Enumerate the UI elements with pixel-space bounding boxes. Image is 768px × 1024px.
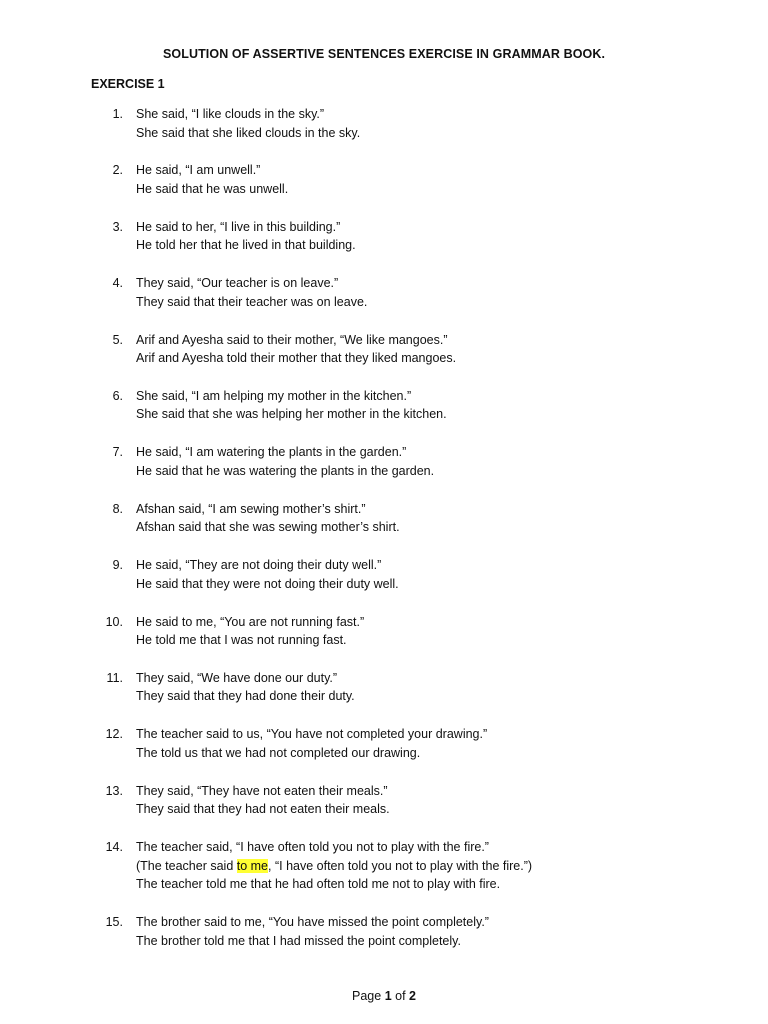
direct-speech: The brother said to me, “You have missed the point completely.”: [136, 915, 489, 930]
highlighted-text: to me: [236, 858, 269, 873]
list-item-3: [0, 218, 768, 274]
indirect-speech: He told me that I was not running fast.: [136, 633, 347, 648]
item-number: 4.: [112, 276, 123, 291]
indirect-speech: The told us that we had not completed our drawing.: [136, 745, 421, 760]
direct-speech: The teacher said, “I have often told you not to play with the fire.”: [136, 840, 489, 855]
item-number: 8.: [112, 501, 123, 516]
list-item-4: [0, 274, 768, 330]
list-item-6: [0, 387, 768, 443]
of-word: of: [395, 989, 406, 1003]
item-number: 14.: [105, 840, 123, 855]
exercise-list: [0, 105, 768, 969]
direct-speech: The teacher said to us, “You have not completed your drawing.”: [136, 727, 488, 742]
direct-speech: She said, “I like clouds in the sky.”: [136, 107, 325, 121]
item-number: 7.: [112, 445, 123, 460]
list-item-13: [0, 782, 768, 838]
direct-speech: They said, “They have not eaten their meals.”: [136, 783, 388, 798]
indirect-speech: She said that she liked clouds in the sky.: [136, 125, 361, 140]
current-page-number: 1: [384, 989, 392, 1003]
page-word: Page: [352, 989, 382, 1003]
note-suffix: , “I have often told you not to play with the fire.”): [268, 858, 533, 873]
item-number: 2.: [112, 163, 123, 178]
direct-speech: He said, “I am unwell.”: [136, 163, 261, 178]
item-number: 10.: [105, 614, 123, 629]
indirect-speech: He said that he was watering the plants in the garden.: [136, 463, 435, 478]
direct-speech: He said to me, “You are not running fast.”: [136, 614, 365, 629]
list-item-7: [0, 443, 768, 499]
indirect-speech: Arif and Ayesha told their mother that they liked mangoes.: [136, 351, 457, 366]
list-item-11: [0, 669, 768, 725]
list-item-2: [0, 161, 768, 217]
indirect-speech: He said that they were not doing their duty well.: [136, 576, 399, 591]
item-number: 9.: [112, 558, 123, 573]
list-item-15: [0, 913, 768, 969]
list-item-5: [0, 331, 768, 387]
list-item-14: [0, 838, 768, 913]
indirect-speech: They said that they had done their duty.: [136, 689, 355, 704]
item-number: 15.: [105, 915, 123, 930]
page-footer: [0, 989, 768, 1003]
indirect-speech: He said that he was unwell.: [136, 181, 289, 196]
indirect-speech: They said that they had not eaten their meals.: [136, 802, 390, 817]
exercise-heading: EXERCISE 1: [91, 77, 165, 91]
clarification-note: [136, 857, 746, 876]
list-item-12: [0, 725, 768, 781]
direct-speech: She said, “I am helping my mother in the kitchen.”: [136, 388, 412, 403]
direct-speech: He said, “I am watering the plants in the garden.”: [136, 445, 407, 460]
item-number: 13.: [105, 783, 123, 798]
note-prefix: (The teacher said: [136, 858, 237, 873]
list-item-1: [0, 105, 768, 161]
item-number: 11.: [106, 670, 123, 685]
indirect-speech: She said that she was helping her mother in the kitchen.: [136, 407, 447, 422]
indirect-speech: Afshan said that she was sewing mother’s shirt.: [136, 520, 400, 535]
item-number: 1.: [112, 107, 123, 121]
direct-speech: Afshan said, “I am sewing mother’s shirt.”: [136, 501, 366, 516]
item-number: 5.: [112, 332, 123, 347]
direct-speech: He said to her, “I live in this building.”: [136, 219, 341, 234]
direct-speech: They said, “We have done our duty.”: [136, 670, 338, 685]
indirect-speech: The teacher told me that he had often told me not to play with fire.: [136, 877, 501, 892]
item-number: 3.: [112, 219, 123, 234]
indirect-speech: They said that their teacher was on leave.: [136, 294, 368, 309]
indirect-speech: He told her that he lived in that building.: [136, 238, 356, 253]
direct-speech: He said, “They are not doing their duty well.”: [136, 558, 382, 573]
indirect-speech: The brother told me that I had missed the point completely.: [136, 933, 461, 948]
document-title: SOLUTION OF ASSERTIVE SENTENCES EXERCISE IN GRAMMAR BOOK.: [162, 47, 606, 61]
item-number: 12.: [105, 727, 123, 742]
list-item-8: [0, 500, 768, 556]
direct-speech: They said, “Our teacher is on leave.”: [136, 276, 339, 291]
total-pages-number: 2: [409, 989, 416, 1003]
direct-speech: Arif and Ayesha said to their mother, “We like mangoes.”: [136, 332, 448, 347]
list-item-10: [0, 613, 768, 669]
list-item-9: [0, 556, 768, 612]
item-number: 6.: [112, 388, 123, 403]
